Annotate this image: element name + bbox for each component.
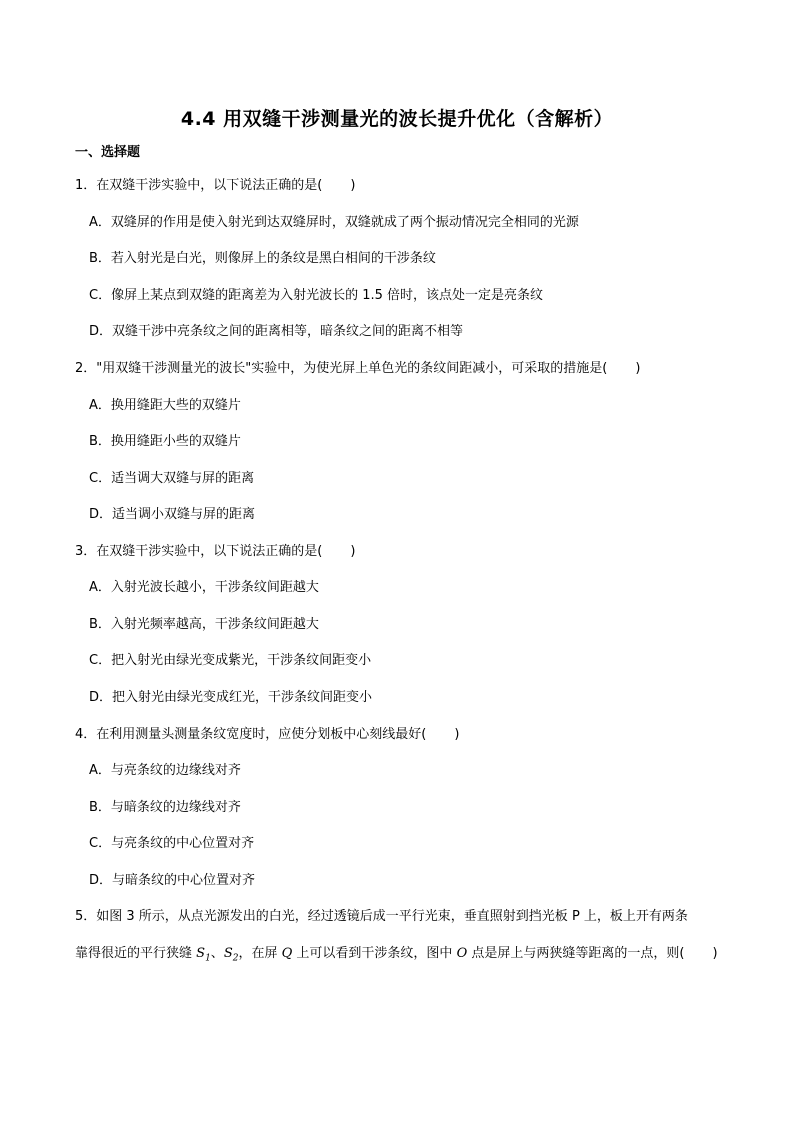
question-3-option-c: C．把入射光由绿光变成紫光，干涉条纹间距变小: [89, 653, 372, 668]
question-1-paren-close: ): [350, 178, 356, 193]
question-5-line-2: [75, 945, 718, 968]
question-3-option-b: B．入射光频率越高，干涉条纹间距越大: [89, 617, 319, 632]
question-2-stem: [75, 360, 640, 378]
question-4-stem: [75, 726, 459, 744]
question-4-option-a: A．与亮条纹的边缘线对齐: [89, 763, 241, 778]
question-4-paren-close: ): [454, 727, 460, 742]
question-3-text: 3．在双缝干涉实验中，以下说法正确的是(: [75, 544, 323, 559]
question-5-paren-close: ): [712, 946, 718, 961]
question-3-option-a: A．入射光波长越小，干涉条纹间距越大: [89, 580, 319, 595]
question-1-option-b: B．若入射光是白光，则像屏上的条纹是黑白相间的干涉条纹: [89, 251, 436, 266]
question-4-text: 4．在利用测量头测量条纹宽度时，应使分划板中心刻线最好(: [75, 727, 427, 742]
slit-s1-symbol: $S_1$: [196, 946, 211, 964]
question-5-text-b: ，在屏: [238, 946, 278, 961]
question-1-option-a: A．双缝屏的作用是使入射光到达双缝屏时，双缝就成了两个振动情况完全相同的光源: [89, 215, 579, 230]
section-heading: 一、选择题: [75, 145, 141, 160]
question-2-option-d: D．适当调小双缝与屏的距离: [89, 507, 256, 522]
question-4-option-b: B．与暗条纹的边缘线对齐: [89, 800, 241, 815]
question-2-option-b: B．换用缝距小些的双缝片: [89, 434, 241, 449]
question-1-text: 1．在双缝干涉实验中，以下说法正确的是(: [75, 178, 323, 193]
question-2-option-c: C．适当调大双缝与屏的距离: [89, 471, 255, 486]
question-4-option-d: D．与暗条纹的中心位置对齐: [89, 873, 256, 888]
document-title: 4.4 用双缝干涉测量光的波长提升优化（含解析）: [180, 108, 614, 130]
question-1-option-c: C．像屏上某点到双缝的距离差为入射光波长的 1.5 倍时，该点处一定是亮条纹: [89, 288, 544, 303]
question-2-paren-close: ): [635, 361, 641, 376]
question-3-paren-close: ): [350, 544, 356, 559]
point-o-symbol: O: [456, 946, 468, 961]
question-5-text-a: 靠得很近的平行狭缝: [75, 946, 193, 961]
question-4-option-c: C．与亮条纹的中心位置对齐: [89, 836, 255, 851]
question-3-option-d: D．把入射光由绿光变成红光，干涉条纹间距变小: [89, 690, 373, 705]
question-2-option-a: A．换用缝距大些的双缝片: [89, 398, 241, 413]
screen-q-symbol: Q: [281, 946, 293, 961]
question-5-text-d: 点是屏上与两狭缝等距离的一点，则(: [471, 946, 685, 961]
question-5-separator: 、: [210, 946, 224, 961]
slit-s2-symbol: $S_2$: [223, 946, 239, 964]
question-3-stem: [75, 543, 355, 561]
question-2-text: 2．"用双缝干涉测量光的波长"实验中，为使光屏上单色光的条纹间距减小，可采取的措施是(: [75, 361, 608, 376]
question-1-stem: [75, 177, 355, 195]
question-5-line-1: 5．如图 3 所示，从点光源发出的白光，经过透镜后成一平行光束，垂直照射到挡光板 P 上，板上开有两条: [75, 909, 688, 924]
question-5-text-c: 上可以看到干涉条纹，图中: [296, 946, 453, 961]
question-1-option-d: D．双缝干涉中亮条纹之间的距离相等，暗条纹之间的距离不相等: [89, 324, 464, 339]
